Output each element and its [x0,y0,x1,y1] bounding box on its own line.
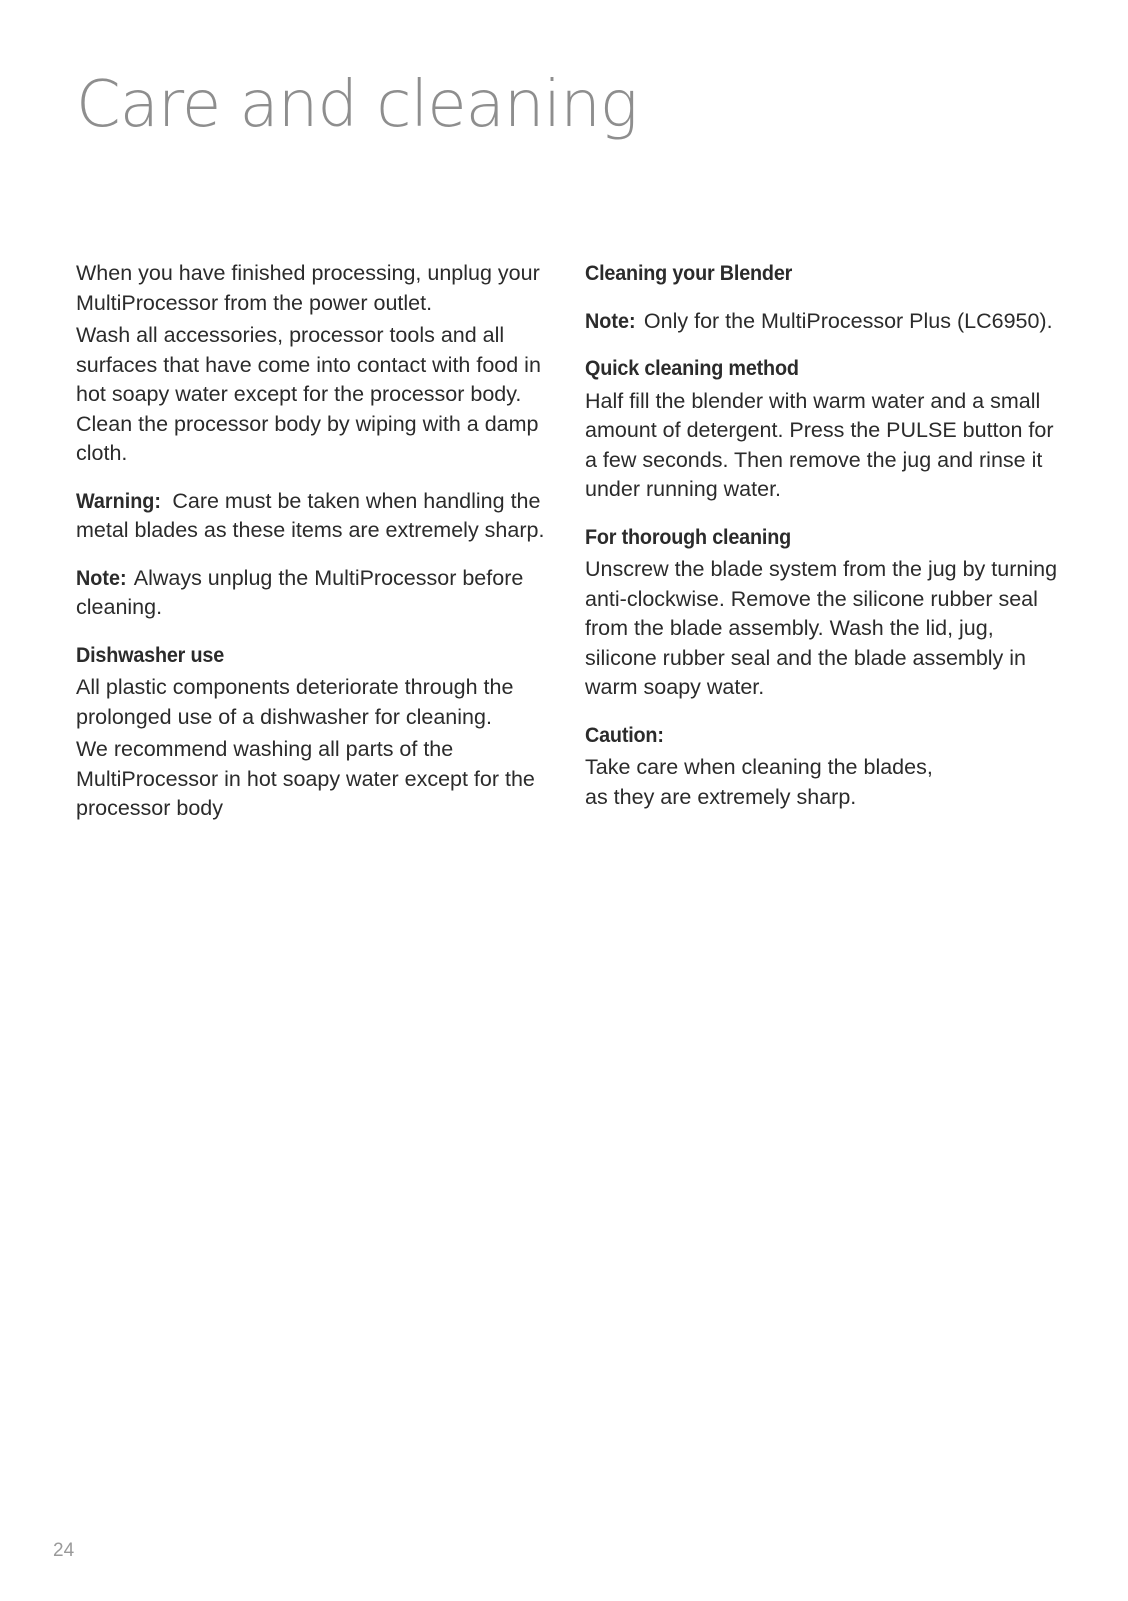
page-title: Care and cleaning [76,68,638,142]
dishwasher-paragraph-1: All plastic components deteriorate through the prolonged use of a dishwasher for cleaning. [76,675,514,729]
quick-cleaning-heading: Quick cleaning method [585,356,799,380]
blender-note-paragraph [585,307,1063,337]
blender-heading-row [585,259,1063,289]
quick-cleaning-paragraph: Half fill the blender with warm water and a small amount of detergent. Press the PULSE button for a few seconds. Then remove the jug and rinse it under running water. [585,388,1054,501]
warning-label: Warning: [76,488,161,513]
note-paragraph [76,564,554,623]
caution-paragraph [585,753,1063,812]
caution-heading-row [585,721,1063,751]
wash-paragraph: Wash all accessories, processor tools and all surfaces that have come into contact with food in hot soapy water except for the processor body. Clean the processor body by wiping with a damp cloth. [76,323,541,465]
caution-line-2: as they are extremely sharp. [585,784,857,809]
blender-note-text: Only for the MultiProcessor Plus (LC6950). [637,308,1053,333]
thorough-cleaning-heading: For thorough cleaning [585,524,792,549]
warning-paragraph [76,487,554,546]
note-text: Always unplug the MultiProcessor before cleaning. [76,565,524,619]
quick-heading-row [585,354,1063,384]
caution-heading: Caution: [585,722,664,747]
thorough-cleaning-paragraph: Unscrew the blade system from the jug by turning anti-clockwise. Remove the silicone rubber seal from the blade assembly. Wash the lid, jug, silicone rubber seal and the blade assembly in warm soapy water. [585,557,1058,699]
dishwasher-heading: Dishwasher use [76,642,225,667]
unplug-paragraph: When you have finished processing, unplug your MultiProcessor from the power outlet. [76,261,540,315]
note-label: Note: [76,565,127,590]
blender-heading: Cleaning your Blender [585,261,793,285]
dishwasher-paragraph-2: We recommend washing all parts of the MultiProcessor in hot soapy water except for the processor body [76,737,535,820]
blender-note-label: Note: [585,308,636,333]
page-number: 24 [53,1540,75,1561]
warning-text: Care must be taken when handling the metal blades as these items are extremely sharp. [76,488,545,542]
caution-line-1: Take care when cleaning the blades, [585,755,933,779]
dishwasher-heading-row [76,641,554,671]
thorough-heading-row [585,523,1063,553]
left-column [76,259,554,824]
right-column [585,259,1063,812]
